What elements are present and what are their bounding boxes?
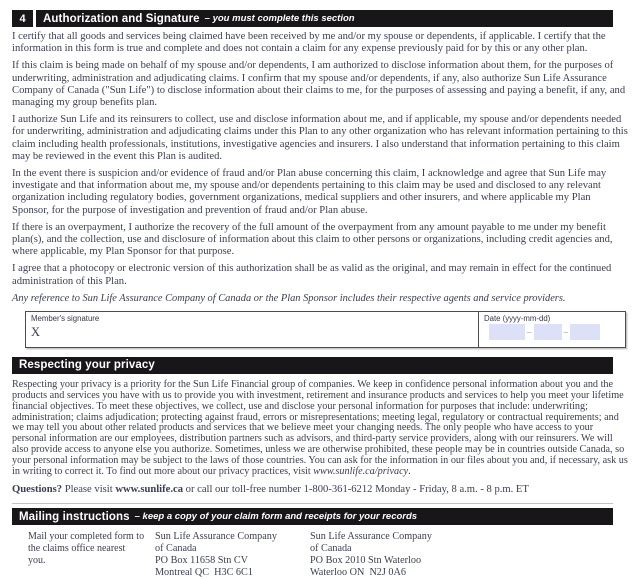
date-separator: – bbox=[563, 326, 568, 337]
sunlife-site-link[interactable]: www.sunlife.ca bbox=[115, 484, 183, 496]
address-line: of Canada bbox=[155, 543, 197, 555]
date-label: Date (yyyy-mm-dd) bbox=[484, 313, 551, 323]
section-divider bbox=[12, 503, 613, 504]
privacy-header bbox=[12, 357, 613, 374]
privacy-policy-link[interactable]: www.sunlife.ca/privacy bbox=[313, 466, 409, 478]
address-line: PO Box 11658 Stn CV bbox=[155, 555, 249, 567]
address-line: PO Box 2010 Stn Waterloo bbox=[310, 555, 422, 567]
questions-line bbox=[12, 484, 628, 496]
mailing-title: Mailing instructions bbox=[19, 510, 130, 523]
privacy-paragraph bbox=[12, 380, 628, 478]
authorization-paragraph: I authorize Sun Life and its reinsurers to collect, use and disclose information about me, and if applicable, my spouse and/or dependents needed for underwriting, administration and adjudicating claims under this Plan to any other organization who has relevant information pertaining to this claim including health professionals, institutions, investigative agencies and insurers. I also understand that information pertaining to this claim may be reviewed in the event this Plan is audited. bbox=[12, 114, 628, 162]
date-inputs bbox=[484, 324, 625, 340]
date-month-input[interactable] bbox=[534, 324, 562, 340]
privacy-title-bar bbox=[12, 357, 613, 374]
agents-note: Any reference to Sun Life Assurance Company of Canada or the Plan Sponsor includes their respective agents and service providers. bbox=[12, 292, 566, 304]
mailing-note: Mail your completed form to the claims office nearest you. bbox=[28, 531, 145, 567]
authorization-text bbox=[12, 31, 628, 288]
mailing-address-montreal bbox=[155, 531, 310, 579]
date-year-input[interactable] bbox=[489, 324, 525, 340]
mailing-address-waterloo bbox=[310, 531, 465, 579]
date-field-group bbox=[479, 312, 625, 347]
mailing-header bbox=[12, 508, 613, 525]
address-line: Sun Life Assurance Company bbox=[155, 531, 277, 543]
questions-post-text: or call our toll-free number 1-800-361-6212 Monday - Friday, 8 a.m. - 8 p.m. ET bbox=[183, 484, 529, 496]
privacy-title: Respecting your privacy bbox=[19, 359, 155, 372]
authorization-paragraph: I certify that all goods and services being claimed have been received by me and/or my spouse or dependents, if applicable. I certify that the information in this form is true and complete and does not contain a claim for any expense previously paid for by this or any other plan. bbox=[12, 31, 606, 55]
mailing-subtitle: – keep a copy of your claim form and receipts for your records bbox=[134, 511, 418, 523]
authorization-paragraph: If this claim is being made on behalf of my spouse and/or dependents, I am authorized to disclose information about them, for the purposes of underwriting, administration and adjudicating claims. I confirm that my spouse and/or dependents, if any, also authorize Sun Life Assurance Company of Canada ("Sun Life") to disclose information about their claims to me, for the purposes of assessing and paying a benefit, if any, and managing my group benefits plan. bbox=[12, 60, 626, 109]
section4-subtitle: – you must complete this section bbox=[204, 13, 355, 24]
section4-title: Authorization and Signature bbox=[43, 12, 200, 25]
section4-title-bar bbox=[36, 10, 613, 27]
mailing-columns bbox=[12, 531, 628, 579]
privacy-body-end: . bbox=[408, 466, 411, 478]
authorization-paragraph: If there is an overpayment, I authorize the recovery of the full amount of the overpayment from any amount payable to me under my benefit plan(s), and the collection, use and disclosure of information about this claim to other persons or organizations, including credit agencies and, where applicable, my Plan Sponsor for that purpose. bbox=[12, 221, 613, 258]
section4-header bbox=[12, 10, 613, 27]
address-line: Waterloo ON N2J 0A6 bbox=[310, 567, 406, 579]
address-line: Sun Life Assurance Company bbox=[310, 531, 432, 543]
date-day-input[interactable] bbox=[570, 324, 600, 340]
authorization-paragraph: I agree that a photocopy or electronic version of this authorization shall be as valid as the original, and may remain in effect for the continued administration of this Plan. bbox=[12, 263, 612, 287]
authorization-paragraph: In the event there is suspicion and/or evidence of fraud and/or Plan abuse concerning this claim, I acknowledge and agree that Sun Life may investigate and that information about me, my spouse and/or dependents pertaining to this claim may be used and disclosed to any relevant organization including regulatory bodies, government organizations, medical suppliers and other insurers, and where applicable my Plan Sponsor, for the purpose of investigation and prevention of fraud and/or Plan abuse. bbox=[12, 168, 607, 216]
member-signature-field[interactable] bbox=[26, 312, 479, 347]
privacy-body-text: Respecting your privacy is a priority for the Sun Life Financial group of companies. We keep in confidence personal information about you and the products and services you have with us to provide you with investment, retirement and insurance products and services to help you meet your lifetime financial objectives. To meet these objectives, we collect, use and disclose your personal information for purposes that include: underwriting; administration; claims adjudication; protecting against fraud, errors or misrepresentations; meeting legal, regulatory or contractual requirements; and we may tell you about other related products and services that we believe meet your changing needs. The only people who have access to your personal information are our employees, distribution partners such as advisors, and third-party service providers, along with our reinsurers. We will also provide access to anyone else you authorize. Sometimes, unless we are otherwise prohibited, these people may be in countries outside Canada, so your personal information may be subject to the laws of those countries. You can ask for the information in our files about you and, if necessary, ask us in writing to correct it. To find out more about our privacy practices, visit bbox=[12, 378, 628, 478]
questions-pre-text: Please visit bbox=[62, 484, 116, 496]
member-signature-label: Member's signature bbox=[31, 313, 100, 323]
address-line: Montreal QC H3C 6C1 bbox=[155, 567, 253, 579]
address-line: of Canada bbox=[310, 543, 352, 555]
signature-x-mark: X bbox=[31, 324, 41, 339]
section-number-badge: 4 bbox=[12, 10, 33, 27]
mailing-title-bar bbox=[12, 508, 613, 525]
date-separator: – bbox=[527, 326, 532, 337]
signature-date-box bbox=[25, 311, 626, 348]
questions-label: Questions? bbox=[12, 484, 63, 496]
